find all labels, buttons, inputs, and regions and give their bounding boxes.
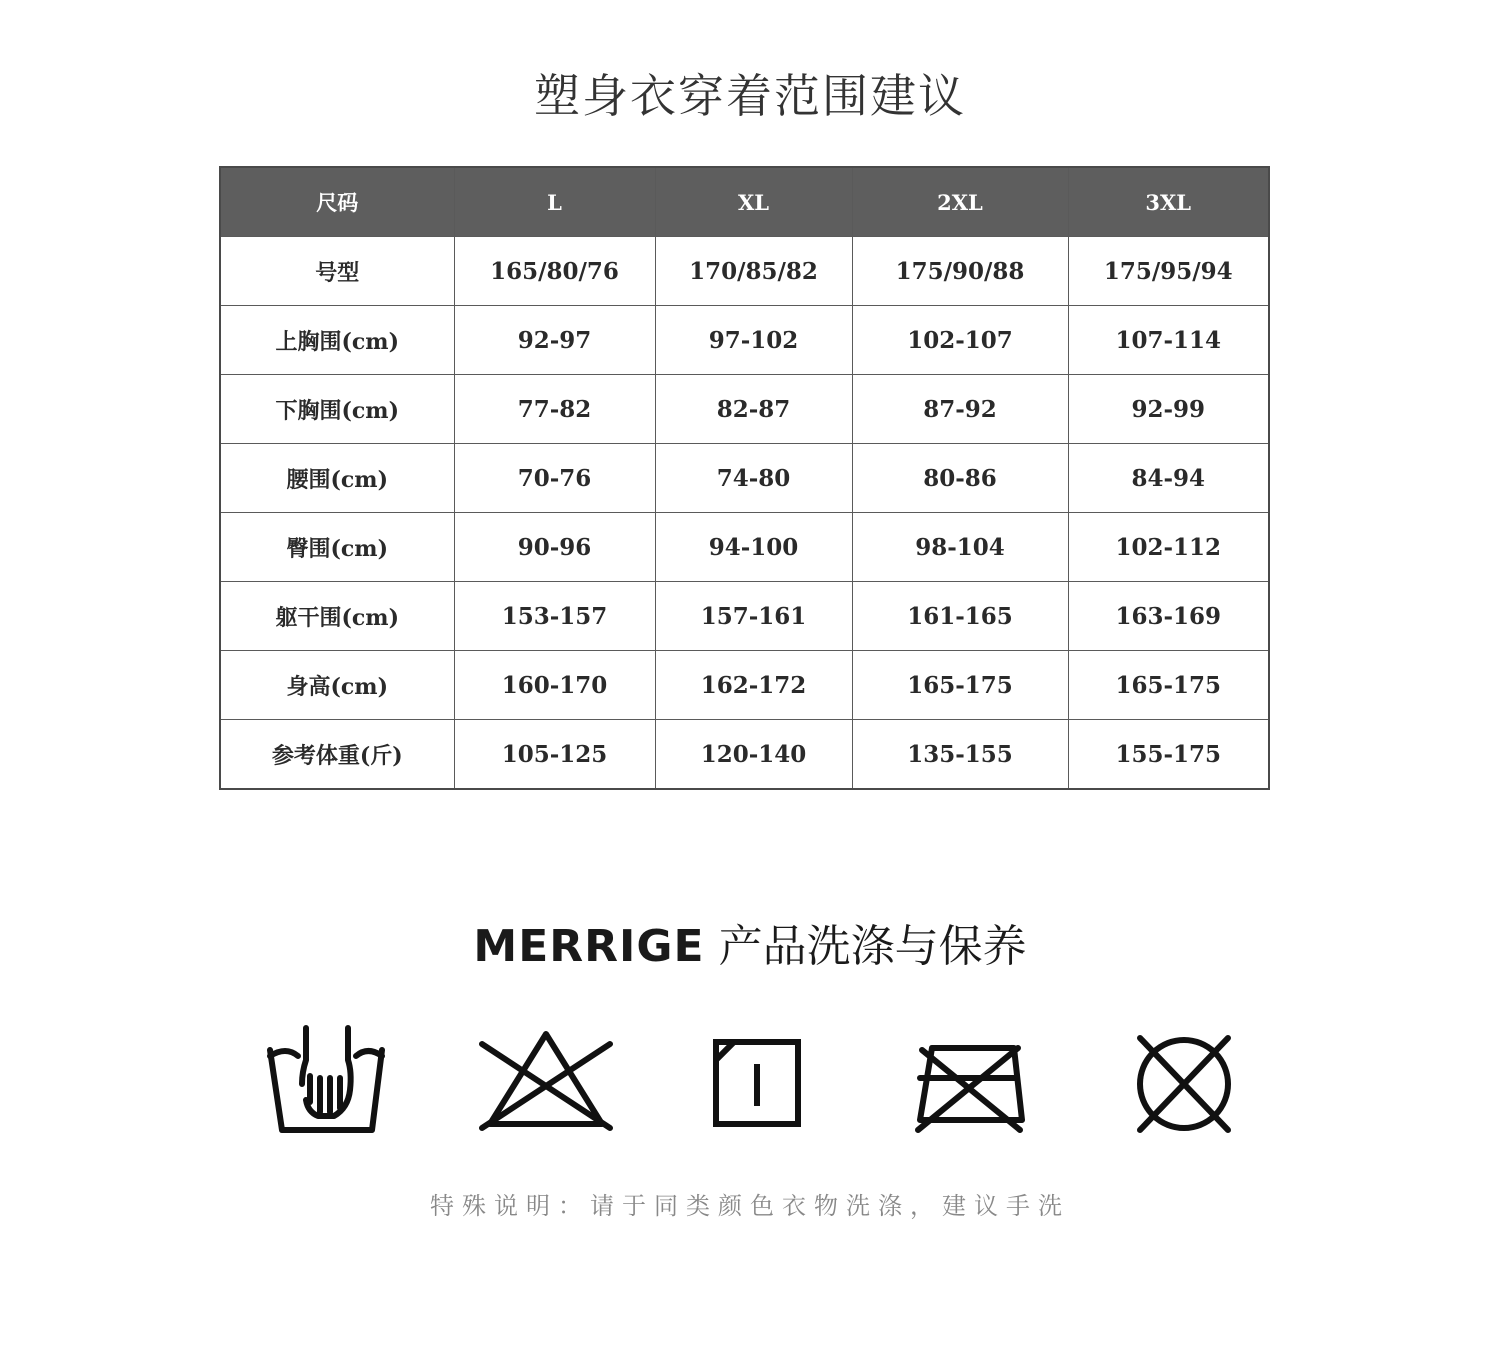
- header-2xl: 2XL: [852, 167, 1068, 237]
- table-cell: 107-114: [1068, 306, 1269, 375]
- table-cell: 70-76: [454, 444, 655, 513]
- hand-wash-icon: [258, 1020, 398, 1140]
- table-row: [220, 720, 1269, 790]
- row-label: 躯干围(cm): [220, 582, 454, 651]
- table-cell: 120-140: [655, 720, 852, 790]
- table-row: [220, 237, 1269, 306]
- table-cell: 162-172: [655, 651, 852, 720]
- care-heading: 产品洗涤与保养: [718, 921, 1027, 972]
- table-cell: 160-170: [454, 651, 655, 720]
- table-cell: 170/85/82: [655, 237, 852, 306]
- table-row: [220, 375, 1269, 444]
- table-cell: 92-97: [454, 306, 655, 375]
- table-cell: 98-104: [852, 513, 1068, 582]
- line-dry-icon: [686, 1020, 826, 1140]
- table-cell: 77-82: [454, 375, 655, 444]
- table-cell: 90-96: [454, 513, 655, 582]
- table-cell: 157-161: [655, 582, 852, 651]
- table-cell: 175/95/94: [1068, 237, 1269, 306]
- table-header-row: [220, 167, 1269, 237]
- table-cell: 165-175: [852, 651, 1068, 720]
- table-cell: 94-100: [655, 513, 852, 582]
- row-label: 臀围(cm): [220, 513, 454, 582]
- brand-name: MERRIGE: [473, 921, 705, 972]
- table-cell: 102-107: [852, 306, 1068, 375]
- row-label: 参考体重(斤): [220, 720, 454, 790]
- table-cell: 80-86: [852, 444, 1068, 513]
- row-label: 上胸围(cm): [220, 306, 454, 375]
- no-tumble-dry-icon: [1114, 1020, 1254, 1140]
- header-xl: XL: [655, 167, 852, 237]
- table-row: [220, 306, 1269, 375]
- header-l: L: [454, 167, 655, 237]
- table-cell: 74-80: [655, 444, 852, 513]
- row-label: 下胸围(cm): [220, 375, 454, 444]
- table-cell: 175/90/88: [852, 237, 1068, 306]
- table-cell: 153-157: [454, 582, 655, 651]
- table-cell: 105-125: [454, 720, 655, 790]
- table-row: [220, 513, 1269, 582]
- table-cell: 155-175: [1068, 720, 1269, 790]
- table-cell: 135-155: [852, 720, 1068, 790]
- table-cell: 165/80/76: [454, 237, 655, 306]
- table-cell: 82-87: [655, 375, 852, 444]
- table-cell: 92-99: [1068, 375, 1269, 444]
- row-label: 腰围(cm): [220, 444, 454, 513]
- table-cell: 87-92: [852, 375, 1068, 444]
- table-row: [220, 582, 1269, 651]
- table-cell: 161-165: [852, 582, 1068, 651]
- no-bleach-icon: [476, 1020, 616, 1140]
- header-3xl: 3XL: [1068, 167, 1269, 237]
- header-size: 尺码: [220, 167, 454, 237]
- no-iron-icon: [900, 1020, 1040, 1140]
- table-cell: 97-102: [655, 306, 852, 375]
- table-cell: 165-175: [1068, 651, 1269, 720]
- row-label: 身高(cm): [220, 651, 454, 720]
- table-cell: 102-112: [1068, 513, 1269, 582]
- table-cell: 163-169: [1068, 582, 1269, 651]
- size-table: [219, 166, 1270, 790]
- care-note: 特殊说明：请于同类颜色衣物洗涤，建议手洗: [430, 1192, 1070, 1220]
- row-label: 号型: [220, 237, 454, 306]
- table-cell: 84-94: [1068, 444, 1269, 513]
- table-row: [220, 651, 1269, 720]
- size-guide-title: 塑身衣穿着范围建议: [534, 69, 966, 123]
- table-row: [220, 444, 1269, 513]
- care-title: [0, 910, 1500, 974]
